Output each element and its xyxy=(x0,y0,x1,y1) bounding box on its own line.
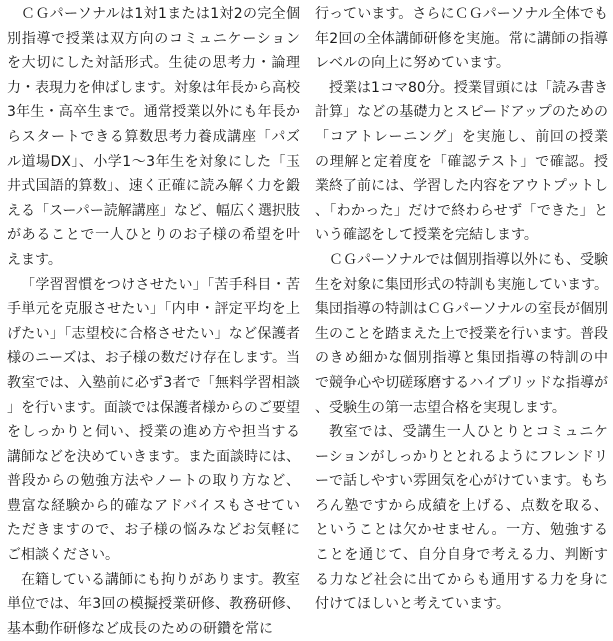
paragraph-parent-needs: 「学習習慣をつけさせたい」「苦手科目・苦手単元を克服させたい」「内申・評定平均を上げたい」「志望校に合格させたい」など保護者様のニーズは、お子様の数だけ存在します。当教室では、入塾前に必ず3者で「無料学習相談」を行います。面談では保護者様からのご要望をしっかりと伺い、授業の進め方や担当する講師などを決めていきます。また面談時には、普段からの勉強方法やノートの取り方など、豊富な経験から的確なアドバイスもさせていただきますので、お子様の悩みなどお気軽にご相談ください。 xyxy=(7,276,300,564)
right-column xyxy=(315,2,608,611)
paragraph-course-overview: ＣＧパーソナルは1対1または1対2の完全個別指導で授業は双方向のコミュニケーションを大切にした対話形式。生徒の思考力・論理力・表現力を伸ばします。対象は年長から高校3年生・高卒生まで。通常授業以外にも年長からスタートできる算数思考力養成講座「パズル道場DX」、小学1〜3年生を対象にした「玉井式国語的算数」、速く正確に読み解く力を鍛える「スーパー読解講座」など、幅広く選択肢があることで一人ひとりのお子様の希望を叶えます。 xyxy=(7,6,300,268)
left-column xyxy=(7,2,300,637)
paragraph-classroom-atmosphere: 教室では、受講生一人ひとりとコミュニケーションがしっかりととれるようにフレンドリーで話しやすい雰囲気を心がけています。もちろん塾ですから成績を上げる、点数を取る、ということは欠かせません。一方、勉強することを通じて、自分自身で考える力、判断する力など社会に出てからも通用する力を身に付けてほしいと考えています。 xyxy=(315,424,608,613)
paragraph-instructors-continued: 行っています。さらにＣＧパーソナル全体でも年2回の全体講師研修を実施。常に講師の指導レベルの向上に努めています。 xyxy=(315,6,608,72)
paragraph-instructors-start: 在籍している講師にも拘りがあります。教室単位では、年3回の模擬授業研修、教務研修、基本動作研修など成長のための研鑽を常に xyxy=(7,571,300,637)
paragraph-lesson-structure: 授業は1コマ80分。授業冒頭には「読み書き計算」などの基礎力とスピードアップのための「コアトレーニング」を実施し、前回の授業の理解と定着度を「確認テスト」で確認。授業終了前には、学習した内容をアウトプットし、「わかった」だけで終わらせず「できた」という確認をして授業を完結します。 xyxy=(315,79,608,244)
paragraph-group-training: ＣＧパーソナルでは個別指導以外にも、受験生を対象に集団形式の特訓も実施しています。集団指導の特訓はＣＧパーソナルの室長が個別生のことを踏まえた上で授業を行います。普段のきめ細かな個別指導と集団指導の特訓の中で競争心や切磋琢磨するハイブリッドな指導が、受験生の第一志望合格を実現します。 xyxy=(315,251,608,416)
